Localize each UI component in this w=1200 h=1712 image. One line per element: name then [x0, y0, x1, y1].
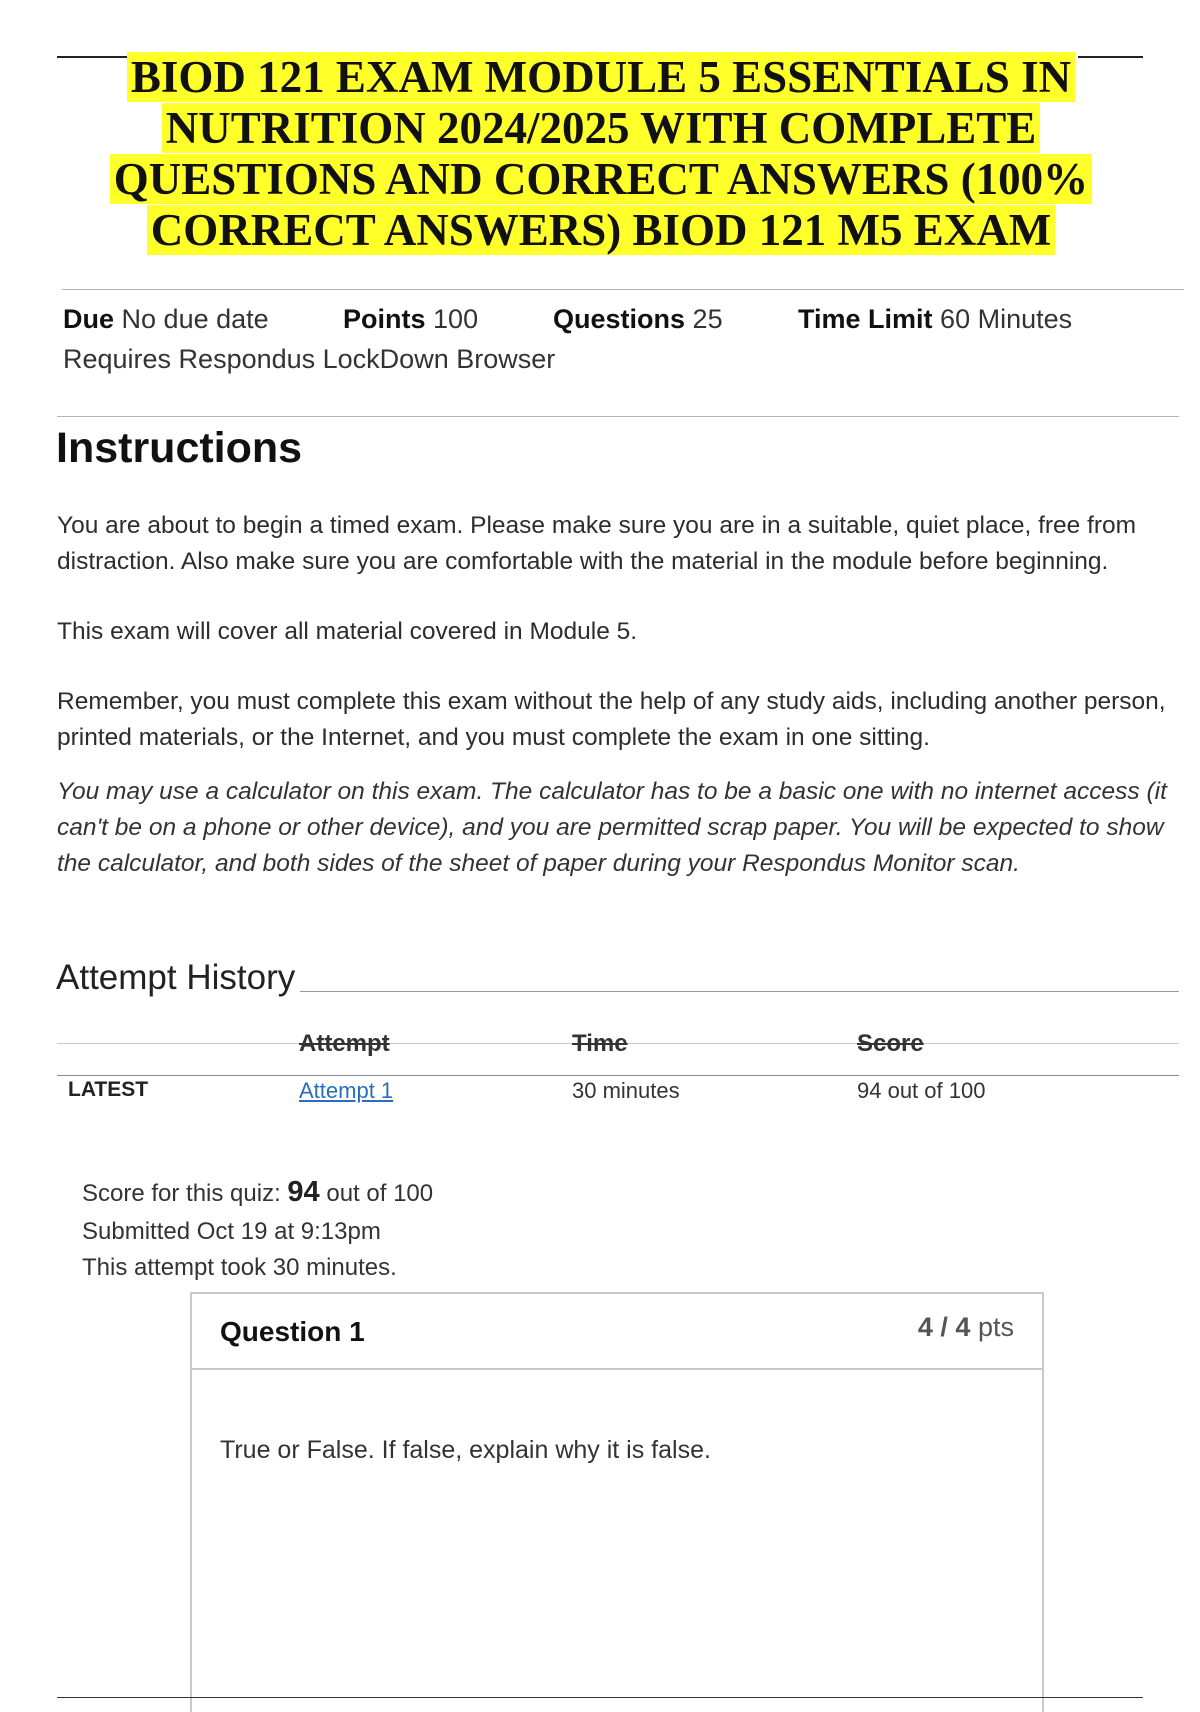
points-unit: pts	[977, 1312, 1014, 1342]
question-header	[192, 1294, 1042, 1370]
question-card	[190, 1292, 1044, 1712]
due-value: No due date	[121, 304, 269, 334]
attempt-history-heading: Attempt History	[56, 958, 296, 997]
points-separator: /	[932, 1312, 956, 1342]
instructions-paragraph-2: This exam will cover all material covered in Module 5.	[57, 618, 638, 645]
score-value: 94	[287, 1176, 320, 1208]
points-label: Points	[343, 304, 426, 334]
time-limit-value: 60 Minutes	[940, 304, 1073, 334]
question-text: True or False. If false, explain why it is false.	[220, 1436, 711, 1464]
latest-badge: LATEST	[68, 1078, 149, 1101]
column-header-attempt: Attempt	[299, 1030, 390, 1057]
points-info	[343, 304, 478, 335]
points-earned: 4	[917, 1312, 933, 1342]
attempt-1-time: 30 minutes	[572, 1078, 680, 1103]
instructions-paragraph-3: Remember, you must complete this exam without the help of any study aids, including another person, printed materials, or the Internet, and you must complete the exam in one sitting.	[57, 688, 1166, 751]
instructions-heading: Instructions	[56, 424, 303, 472]
time-limit-info	[798, 304, 1072, 335]
meta-bottom-divider	[57, 416, 1179, 417]
attempt-1-score: 94 out of 100	[857, 1078, 986, 1103]
questions-label: Questions	[553, 304, 686, 334]
attempt-history-heading-rule	[300, 991, 1179, 992]
meta-top-divider	[62, 289, 1184, 290]
document-title-text: BIOD 121 EXAM MODULE 5 ESSENTIALS IN NUTRITION 2024/2025 WITH COMPLETE QUESTIONS AND CORRECT ANSWERS (100% CORRECT ANSWERS) BIOD 121 M5 EXAM	[110, 52, 1092, 255]
instructions-paragraph-1: You are about to begin a timed exam. Please make sure you are in a suitable, quiet place, free from distraction. Also make sure you are comfortable with the material in the module before beginning.	[57, 512, 1137, 575]
time-limit-label: Time Limit	[798, 304, 933, 334]
score-prefix: Score for this quiz:	[82, 1180, 281, 1207]
submitted-timestamp: Submitted Oct 19 at 9:13pm	[82, 1218, 381, 1245]
score-suffix: out of 100	[326, 1180, 434, 1207]
questions-info	[553, 304, 723, 335]
lockdown-requirement: Requires Respondus LockDown Browser	[63, 344, 556, 374]
document-title	[60, 52, 1142, 256]
instructions-paragraph-4: You may use a calculator on this exam. The calculator has to be a basic one with no internet access (it can't be on a phone or other device), and you are permitted scrap paper. You will be expected to show the calculator, and both sides of the sheet of paper during your Respondus Monitor scan.	[57, 778, 1167, 877]
quiz-score-line	[82, 1176, 433, 1209]
column-header-time: Time	[572, 1030, 628, 1057]
points-total: 4	[955, 1312, 971, 1342]
bottom-rule	[57, 1697, 1143, 1698]
question-title: Question 1	[220, 1316, 365, 1347]
due-label: Due	[63, 304, 115, 334]
column-header-score: Score	[857, 1030, 924, 1057]
points-value: 100	[433, 304, 479, 334]
attempt-1-link[interactable]: Attempt 1	[299, 1078, 394, 1103]
question-points	[918, 1312, 1014, 1343]
attempt-table-header-rule	[57, 1075, 1179, 1076]
questions-value: 25	[692, 304, 723, 334]
due-info	[63, 304, 269, 335]
attempt-duration: This attempt took 30 minutes.	[82, 1254, 397, 1281]
